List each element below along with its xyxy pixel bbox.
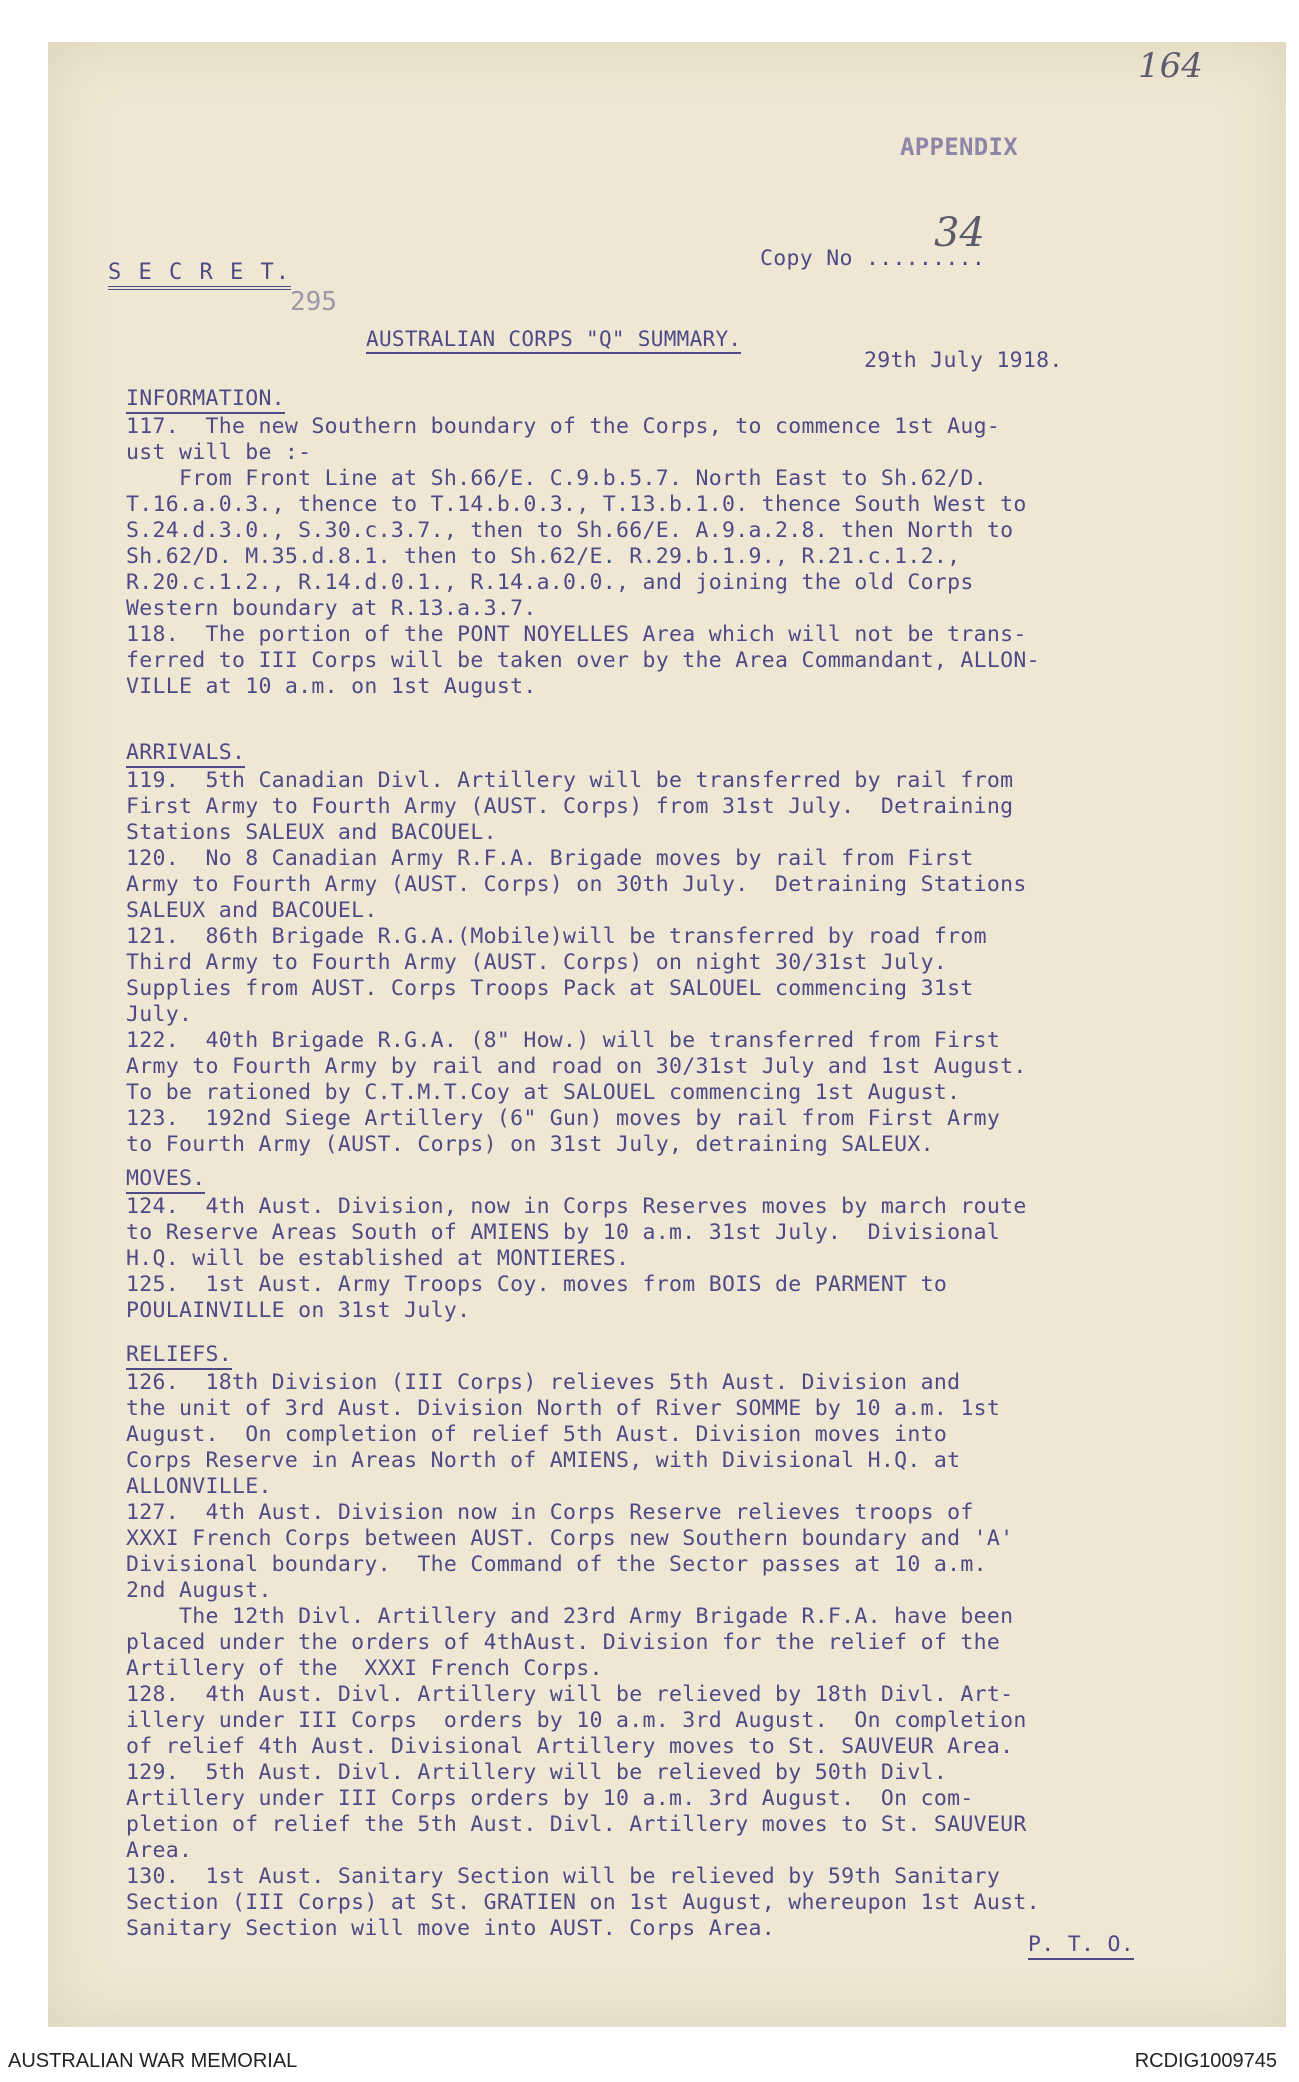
text-line: 126. 18th Division (III Corps) relieves 5th Aust. Division and <box>126 1370 961 1395</box>
secret-marking: S E C R E T. <box>108 260 291 290</box>
text-line: 130. 1st Aust. Sanitary Section will be relieved by 59th Sanitary <box>126 1864 1001 1889</box>
text-line: 129. 5th Aust. Divl. Artillery will be relieved by 50th Divl. <box>126 1760 948 1785</box>
footer-identifier: RCDIG1009745 <box>1134 2050 1277 2072</box>
text-line: Sh.62/D. M.35.d.8.1. then to Sh.62/E. R.29.b.1.9., R.21.c.1.2., <box>126 544 961 569</box>
archive-footer <box>0 2040 1299 2082</box>
section-heading: RELIEFS. <box>126 1342 232 1370</box>
text-line: Section (III Corps) at St. GRATIEN on 1st August, whereupon 1st Aust. <box>126 1890 1040 1915</box>
text-line: 128. 4th Aust. Divl. Artillery will be relieved by 18th Divl. Art- <box>126 1682 1014 1707</box>
text-line: 120. No 8 Canadian Army R.F.A. Brigade moves by rail from First <box>126 846 974 871</box>
section-heading: INFORMATION. <box>126 386 285 414</box>
section-arrivals <box>126 740 1236 1158</box>
text-line: pletion of relief the 5th Aust. Divl. Artillery moves to St. SAUVEUR <box>126 1812 1027 1837</box>
text-line: S.24.d.3.0., S.30.c.3.7., then to Sh.66/E. A.9.a.2.8. then North to <box>126 518 1014 543</box>
text-line: Army to Fourth Army (AUST. Corps) on 30th July. Detraining Stations <box>126 872 1027 897</box>
footer-institution: AUSTRALIAN WAR MEMORIAL <box>8 2050 298 2072</box>
text-line: 121. 86th Brigade R.G.A.(Mobile)will be transferred by road from <box>126 924 987 949</box>
text-line: Third Army to Fourth Army (AUST. Corps) on night 30/31st July. <box>126 950 948 975</box>
text-line: July. <box>126 1002 193 1027</box>
section-heading: ARRIVALS. <box>126 740 245 768</box>
text-line: 117. The new Southern boundary of the Corps, to commence 1st Aug- <box>126 414 1001 439</box>
text-line: Western boundary at R.13.a.3.7. <box>126 596 537 621</box>
section-information <box>126 386 1236 700</box>
text-line: 123. 192nd Siege Artillery (6" Gun) moves by rail from First Army <box>126 1106 1001 1131</box>
text-line: August. On completion of relief 5th Aust. Division moves into <box>126 1422 948 1447</box>
text-line: First Army to Fourth Army (AUST. Corps) from 31st July. Detraining <box>126 794 1014 819</box>
text-line: Artillery under III Corps orders by 10 a.m. 3rd August. On com- <box>126 1786 974 1811</box>
text-line: Divisional boundary. The Command of the Sector passes at 10 a.m. <box>126 1552 987 1577</box>
register-number: 295 <box>290 287 337 317</box>
text-line: Stations SALEUX and BACOUEL. <box>126 820 497 845</box>
text-line: Artillery of the XXXI French Corps. <box>126 1656 603 1681</box>
text-line: illery under III Corps orders by 10 a.m. 3rd August. On completion <box>126 1708 1027 1733</box>
text-line: 119. 5th Canadian Divl. Artillery will be transferred by rail from <box>126 768 1014 793</box>
text-line: to Fourth Army (AUST. Corps) on 31st July, detraining SALEUX. <box>126 1132 934 1157</box>
text-line: Supplies from AUST. Corps Troops Pack at SALOUEL commencing 31st <box>126 976 974 1001</box>
text-line: T.16.a.0.3., thence to T.14.b.0.3., T.13.b.1.0. thence South West to <box>126 492 1027 517</box>
text-line: Army to Fourth Army by rail and road on 30/31st July and 1st August. <box>126 1054 1027 1079</box>
text-line: Corps Reserve in Areas North of AMIENS, with Divisional H.Q. at <box>126 1448 961 1473</box>
text-line: ferred to III Corps will be taken over by the Area Commandant, ALLON- <box>126 648 1040 673</box>
text-line: the unit of 3rd Aust. Division North of River SOMME by 10 a.m. 1st <box>126 1396 1001 1421</box>
section-reliefs <box>126 1342 1236 1942</box>
text-line: R.20.c.1.2., R.14.d.0.1., R.14.a.0.0., and joining the old Corps <box>126 570 974 595</box>
text-line: SALEUX and BACOUEL. <box>126 898 378 923</box>
copy-number: 34 <box>934 210 985 256</box>
text-line: 122. 40th Brigade R.G.A. (8" How.) will be transferred from First <box>126 1028 1001 1053</box>
text-line: 118. The portion of the PONT NOYELLES Area which will not be trans- <box>126 622 1027 647</box>
text-line: XXXI French Corps between AUST. Corps new Southern boundary and 'A' <box>126 1526 1014 1551</box>
text-line: POULAINVILLE on 31st July. <box>126 1298 471 1323</box>
document-date: 29th July 1918. <box>864 348 1063 373</box>
pto-marker: P. T. O. <box>1028 1932 1134 1960</box>
section-heading: MOVES. <box>126 1166 205 1194</box>
text-line: 127. 4th Aust. Division now in Corps Reserve relieves troops of <box>126 1500 974 1525</box>
section-moves <box>126 1166 1236 1324</box>
document-sheet <box>48 42 1286 2027</box>
text-line: To be rationed by C.T.M.T.Coy at SALOUEL commencing 1st August. <box>126 1080 961 1105</box>
text-line: ALLONVILLE. <box>126 1474 272 1499</box>
text-line: VILLE at 10 a.m. on 1st August. <box>126 674 537 699</box>
copy-label: Copy No ......... <box>760 246 986 271</box>
text-line: ust will be :- <box>126 440 312 465</box>
text-line: 124. 4th Aust. Division, now in Corps Reserves moves by march route <box>126 1194 1027 1219</box>
text-line: H.Q. will be established at MONTIERES. <box>126 1246 630 1271</box>
text-line: Area. <box>126 1838 193 1863</box>
text-line: to Reserve Areas South of AMIENS by 10 a.m. 31st July. Divisional <box>126 1220 1001 1245</box>
text-line: 2nd August. <box>126 1578 272 1603</box>
text-line: The 12th Divl. Artillery and 23rd Army Brigade R.F.A. have been <box>126 1604 1014 1629</box>
text-line: 125. 1st Aust. Army Troops Coy. moves from BOIS de PARMENT to <box>126 1272 948 1297</box>
appendix-stamp: APPENDIX <box>900 133 1018 161</box>
folio-number: 164 <box>1138 46 1203 86</box>
text-line: Sanitary Section will move into AUST. Corps Area. <box>126 1916 775 1941</box>
text-line: of relief 4th Aust. Divisional Artillery moves to St. SAUVEUR Area. <box>126 1734 1014 1759</box>
document-title: AUSTRALIAN CORPS "Q" SUMMARY. <box>366 326 741 354</box>
text-line: From Front Line at Sh.66/E. C.9.b.5.7. North East to Sh.62/D. <box>126 466 987 491</box>
text-line: placed under the orders of 4thAust. Division for the relief of the <box>126 1630 1001 1655</box>
